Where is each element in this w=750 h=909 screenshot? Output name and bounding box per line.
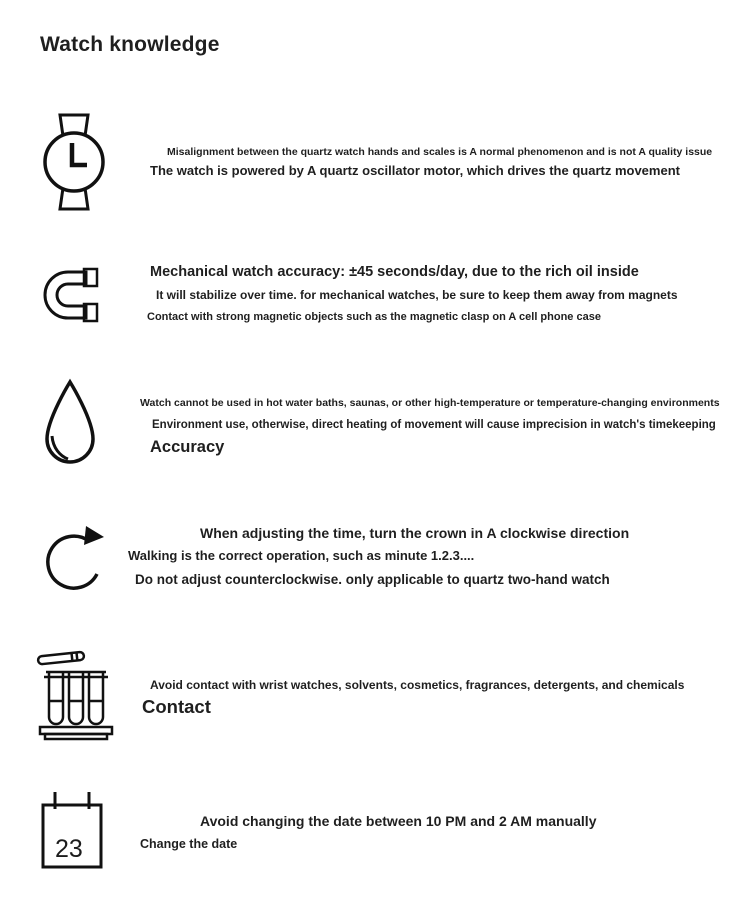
crown-note-secondary: Walking is the correct operation, such as minute 1.2.3.... xyxy=(128,548,475,563)
temperature-note-secondary: Environment use, otherwise, direct heating of movement will cause imprecision in watch's timekeeping xyxy=(152,419,716,431)
date-note-secondary: Change the date xyxy=(140,837,238,851)
page-title: Watch knowledge xyxy=(40,33,220,56)
wristwatch-icon xyxy=(42,112,106,212)
accuracy-heading: Accuracy xyxy=(150,438,225,456)
temperature-note-small: Watch cannot be used in hot water baths, saunas, or other high-temperature or temperature-changing environments xyxy=(140,397,720,409)
crown-note-tertiary: Do not adjust counterclockwise. only applicable to quartz two-hand watch xyxy=(135,572,610,587)
chemicals-note: Avoid contact with wrist watches, solvents, cosmetics, fragrances, detergents, and chemicals xyxy=(150,678,685,692)
magnet-note-heading: Mechanical watch accuracy: ±45 seconds/day, due to the rich oil inside xyxy=(150,264,639,280)
water-drop-icon xyxy=(40,378,100,470)
crown-note-heading: When adjusting the time, turn the crown in A clockwise direction xyxy=(200,525,630,541)
magnet-icon xyxy=(40,267,104,323)
contact-heading: Contact xyxy=(142,696,211,717)
magnet-note-secondary: It will stabilize over time. for mechanical watches, be sure to keep them away from magnets xyxy=(156,288,678,302)
clockwise-arrow-icon xyxy=(42,522,108,592)
magnet-note-tertiary: Contact with strong magnetic objects such as the magnetic clasp on A cell phone case xyxy=(147,311,601,323)
calendar-day-number: 23 xyxy=(55,835,83,863)
quartz-note-secondary: Misalignment between the quartz watch hands and scales is A normal phenomenon and is not A quality issue xyxy=(167,146,713,158)
date-note-heading: Avoid changing the date between 10 PM and 2 AM manually xyxy=(200,813,597,829)
quartz-note-primary: The watch is powered by A quartz oscillator motor, which drives the quartz movement xyxy=(150,163,680,178)
test-tubes-icon xyxy=(36,645,114,745)
